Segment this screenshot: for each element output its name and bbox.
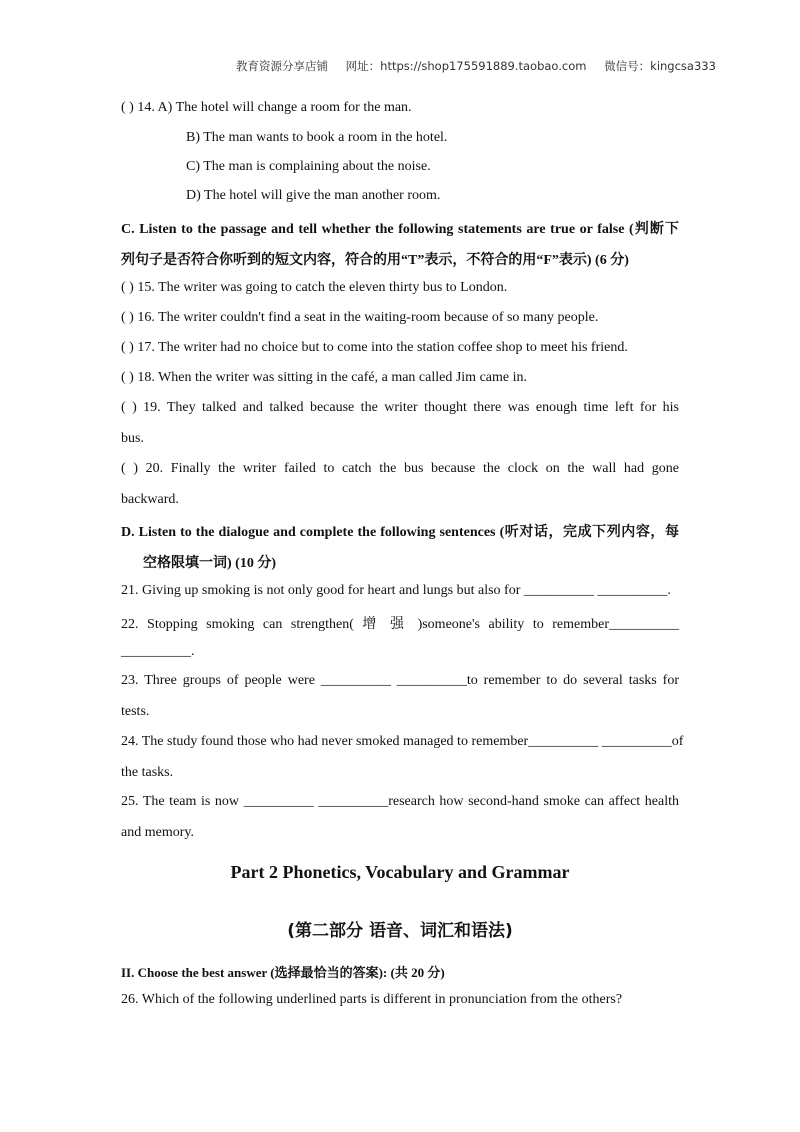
page-header <box>236 58 730 74</box>
question-14-option-b: B) The man wants to book a room in the hotel. <box>186 130 448 145</box>
section-c-heading-line-2: 列句子是否符合你听到的短文内容，符合的用“T”表示，不符合的用“F”表示) (6 分) <box>121 253 629 268</box>
question-25-line-2: and memory. <box>121 825 194 840</box>
question-16: ( ) 16. The writer couldn't find a seat in the waiting-room because of so many people. <box>121 310 599 325</box>
part-2-subtitle: (第二部分 语音、词汇和语法) <box>287 921 513 941</box>
wechat-id: 微信号：kingcsa333 <box>604 59 716 73</box>
question-20-line-1: ( ) 20. Finally the writer failed to catch the bus because the clock on the wall had gone <box>121 461 679 476</box>
question-24-line-2: the tasks. <box>121 765 174 780</box>
question-18: ( ) 18. When the writer was sitting in the café, a man called Jim came in. <box>121 370 527 385</box>
question-23-line-2: tests. <box>121 704 150 719</box>
question-14-option-d: D) The hotel will give the man another room. <box>186 188 441 203</box>
question-21: 21. Giving up smoking is not only good for heart and lungs but also for __________ __________. <box>121 583 671 598</box>
question-14-option-c: C) The man is complaining about the noise. <box>186 159 431 174</box>
question-24-line-1: 24. The study found those who had never smoked managed to remember__________ __________of <box>121 734 684 749</box>
question-23-line-1: 23. Three groups of people were __________ __________to remember to do several tasks for <box>121 673 679 688</box>
question-25-line-1: 25. The team is now __________ __________research how second-hand smoke can affect health <box>121 794 679 809</box>
question-14: ( ) 14. A) The hotel will change a room for the man. <box>121 100 412 115</box>
shop-name: 教育资源分享店铺 <box>236 59 328 73</box>
question-17: ( ) 17. The writer had no choice but to come into the station coffee shop to meet his friend. <box>121 340 628 355</box>
section-c-heading-line-1: C. Listen to the passage and tell whether the following statements are true or false (判断下 <box>121 222 679 237</box>
section-ii-heading: II. Choose the best answer (选择最恰当的答案): (共 20 分) <box>121 965 445 980</box>
question-19-line-1: ( ) 19. They talked and talked because the writer thought there was enough time left for his <box>121 400 679 415</box>
question-19-line-2: bus. <box>121 431 144 446</box>
section-d-heading-line-2: 空格限填一词) (10 分) <box>143 556 276 571</box>
section-d-heading-line-1: D. Listen to the dialogue and complete the following sentences (听对话，完成下列内容，每 <box>121 525 679 540</box>
part-2-title: Part 2 Phonetics, Vocabulary and Grammar <box>230 862 570 882</box>
question-15: ( ) 15. The writer was going to catch the eleven thirty bus to London. <box>121 280 508 295</box>
question-26: 26. Which of the following underlined parts is different in pronunciation from the others? <box>121 992 623 1007</box>
question-22-line-1: 22. Stopping smoking can strengthen( 增 强 )someone's ability to remember__________ <box>121 617 679 632</box>
question-22-line-2: __________. <box>121 644 195 659</box>
question-20-line-2: backward. <box>121 492 179 507</box>
shop-url: 网址：https://shop175591889.taobao.com <box>345 59 587 73</box>
